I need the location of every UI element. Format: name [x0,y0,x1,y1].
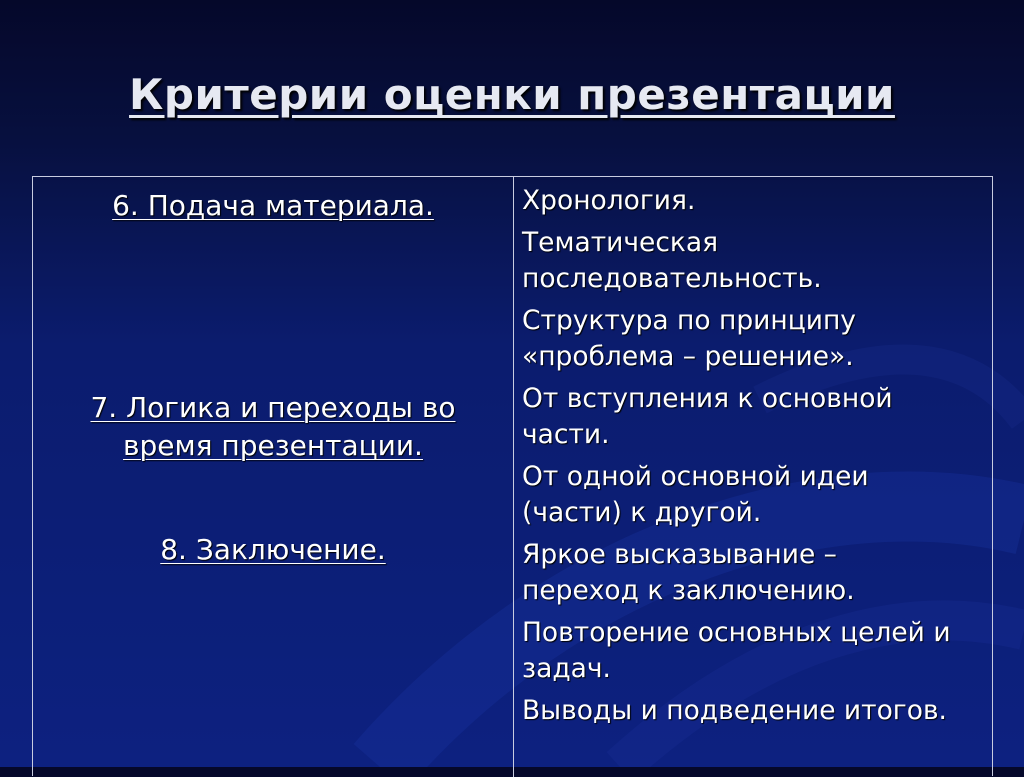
detail-item: Выводы и подведение итогов. [522,695,947,726]
criteria-table [32,176,993,776]
criterion-7: 7. Логика и переходы во время презентации. [90,391,456,462]
detail-item: Хронология. [522,185,696,216]
detail-item: От вступления к основной части. [522,383,893,450]
detail-item: Структура по принципу «проблема – решение». [522,305,856,372]
detail-item: От одной основной идеи (части) к другой. [522,461,869,528]
column-divider [513,177,514,777]
criterion-8: 8. Заключение. [160,533,386,566]
criterion-6: 6. Подача материала. [112,189,434,222]
details-column [522,183,992,735]
detail-item: Тематическая последовательность. [522,227,822,294]
detail-item: Повторение основных целей и задач. [522,617,951,684]
page-title: Критерии оценки презентации [129,70,895,119]
detail-item: Яркое высказывание – переход к заключению. [522,539,855,606]
